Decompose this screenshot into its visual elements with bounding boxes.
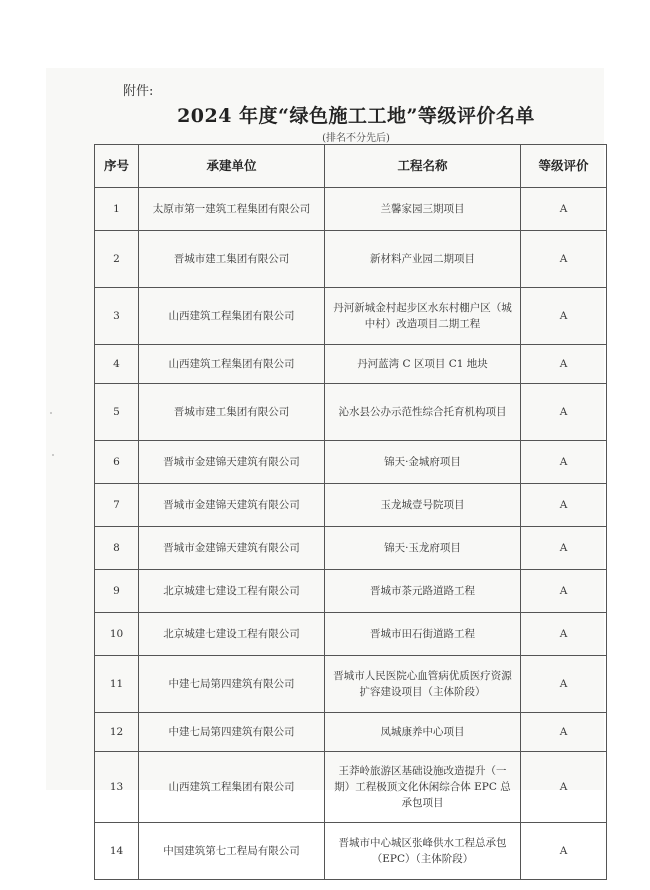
cell-project-name: 凤城康养中心项目	[325, 713, 521, 752]
cell-serial-number: 8	[95, 527, 139, 570]
table-row	[95, 345, 607, 384]
cell-serial-number: 7	[95, 484, 139, 527]
cell-contractor: 晋城市建工集团有限公司	[139, 384, 325, 441]
cell-serial-number: 2	[95, 231, 139, 288]
cell-contractor: 中国建筑第七工程局有限公司	[139, 823, 325, 880]
table-header-row	[95, 145, 607, 188]
cell-serial-number: 14	[95, 823, 139, 880]
cell-grade: A	[521, 345, 607, 384]
cell-project-name: 晋城市田石街道路工程	[325, 613, 521, 656]
cell-project-name: 丹河新城金村起步区水东村棚户区（城中村）改造项目二期工程	[325, 288, 521, 345]
cell-contractor: 中建七局第四建筑有限公司	[139, 656, 325, 713]
cell-grade: A	[521, 713, 607, 752]
evaluation-table	[94, 144, 607, 880]
table-row	[95, 613, 607, 656]
cell-grade: A	[521, 231, 607, 288]
table-row	[95, 752, 607, 823]
cell-project-name: 兰馨家园三期项目	[325, 188, 521, 231]
attachment-label: 附件:	[123, 84, 154, 99]
cell-serial-number: 5	[95, 384, 139, 441]
cell-serial-number: 12	[95, 713, 139, 752]
cell-contractor: 山西建筑工程集团有限公司	[139, 345, 325, 384]
cell-project-name: 晋城市茶元路道路工程	[325, 570, 521, 613]
table-row	[95, 288, 607, 345]
cell-project-name: 锦天·金城府项目	[325, 441, 521, 484]
cell-project-name: 晋城市人民医院心血管病优质医疗资源扩容建设项目（主体阶段）	[325, 656, 521, 713]
table-row	[95, 384, 607, 441]
cell-grade: A	[521, 484, 607, 527]
cell-project-name: 沁水县公办示范性综合托育机构项目	[325, 384, 521, 441]
cell-serial-number: 4	[95, 345, 139, 384]
cell-contractor: 晋城市金建锦天建筑有限公司	[139, 527, 325, 570]
table-row	[95, 527, 607, 570]
cell-project-name: 玉龙城壹号院项目	[325, 484, 521, 527]
table-row	[95, 231, 607, 288]
cell-grade: A	[521, 823, 607, 880]
cell-grade: A	[521, 570, 607, 613]
cell-contractor: 晋城市金建锦天建筑有限公司	[139, 441, 325, 484]
cell-project-name: 丹河蓝湾 C 区项目 C1 地块	[325, 345, 521, 384]
cell-grade: A	[521, 441, 607, 484]
cell-grade: A	[521, 752, 607, 823]
header-grade: 等级评价	[521, 145, 607, 188]
cell-contractor: 北京城建七建设工程有限公司	[139, 570, 325, 613]
scan-speck	[50, 412, 52, 414]
cell-project-name: 晋城市中心城区张峰供水工程总承包（EPC）（主体阶段）	[325, 823, 521, 880]
cell-project-name: 新材料产业园二期项目	[325, 231, 521, 288]
cell-serial-number: 3	[95, 288, 139, 345]
cell-grade: A	[521, 656, 607, 713]
cell-grade: A	[521, 288, 607, 345]
cell-project-name: 锦天·玉龙府项目	[325, 527, 521, 570]
cell-contractor: 中建七局第四建筑有限公司	[139, 713, 325, 752]
cell-contractor: 山西建筑工程集团有限公司	[139, 752, 325, 823]
header-contractor: 承建单位	[139, 145, 325, 188]
cell-serial-number: 1	[95, 188, 139, 231]
cell-contractor: 北京城建七建设工程有限公司	[139, 613, 325, 656]
table-row	[95, 441, 607, 484]
cell-contractor: 山西建筑工程集团有限公司	[139, 288, 325, 345]
cell-grade: A	[521, 613, 607, 656]
cell-serial-number: 10	[95, 613, 139, 656]
cell-serial-number: 6	[95, 441, 139, 484]
cell-serial-number: 9	[95, 570, 139, 613]
table-row	[95, 656, 607, 713]
cell-grade: A	[521, 188, 607, 231]
table-row	[95, 570, 607, 613]
cell-contractor: 晋城市金建锦天建筑有限公司	[139, 484, 325, 527]
cell-contractor: 太原市第一建筑工程集团有限公司	[139, 188, 325, 231]
cell-serial-number: 13	[95, 752, 139, 823]
cell-grade: A	[521, 527, 607, 570]
table-row	[95, 484, 607, 527]
header-serial-number: 序号	[95, 145, 139, 188]
cell-serial-number: 11	[95, 656, 139, 713]
table-row	[95, 713, 607, 752]
header-project-name: 工程名称	[325, 145, 521, 188]
table-row	[95, 188, 607, 231]
cell-grade: A	[521, 384, 607, 441]
scan-speck	[52, 454, 54, 456]
cell-project-name: 王莽岭旅游区基础设施改造提升（一期）工程极顶文化休闲综合体 EPC 总承包项目	[325, 752, 521, 823]
document-subtitle: (排名不分先后)	[322, 133, 390, 144]
cell-contractor: 晋城市建工集团有限公司	[139, 231, 325, 288]
document-title: 2024 年度“绿色施工工地”等级评价名单	[177, 105, 535, 127]
table-row	[95, 823, 607, 880]
